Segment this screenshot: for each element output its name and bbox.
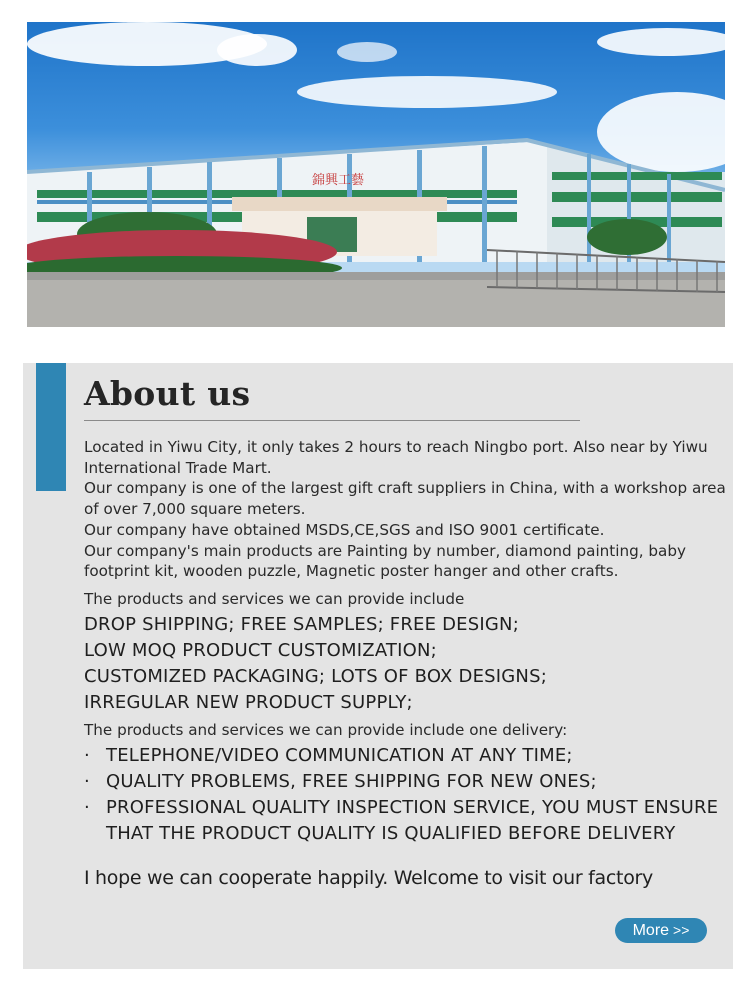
more-button[interactable] — [615, 918, 707, 943]
bullet-text: PROFESSIONAL QUALITY INSPECTION SERVICE, YOU MUST ENSURE THAT THE PRODUCT QUALITY IS QUALIFIED BEFORE DELIVERY — [106, 797, 719, 844]
delivery-intro: The products and services we can provide include one delivery: — [84, 721, 568, 739]
intro-paragraph: Our company's main products are Painting by number, diamond painting, baby footprint kit, wooden puzzle, Magnetic poster hanger and other crafts. — [84, 541, 686, 581]
services-intro: The products and services we can provide include — [84, 590, 465, 608]
accent-bar — [36, 363, 66, 491]
closing-message: I hope we can cooperate happily. Welcome to visit our factory — [84, 867, 653, 889]
factory-photo — [27, 22, 725, 327]
intro-paragraph: Our company have obtained MSDS,CE,SGS and ISO 9001 certificate. — [84, 520, 605, 539]
bullet-text: TELEPHONE/VIDEO COMMUNICATION AT ANY TIME; — [106, 745, 573, 766]
company-intro — [84, 437, 730, 582]
service-item: DROP SHIPPING; FREE SAMPLES; FREE DESIGN; — [84, 614, 519, 635]
factory-illustration — [27, 22, 725, 327]
bullet-dot: · — [84, 771, 90, 792]
more-label: More — [632, 922, 670, 939]
bullet-item — [84, 743, 724, 769]
bullet-item — [84, 769, 724, 795]
title-divider — [84, 420, 580, 421]
service-item: LOW MOQ PRODUCT CUSTOMIZATION; — [84, 640, 437, 661]
double-chevron-right-icon: >> — [673, 922, 690, 938]
intro-paragraph: Located in Yiwu City, it only takes 2 hours to reach Ningbo port. Also near by Yiwu International Trade Mart. — [84, 438, 708, 477]
intro-paragraph: Our company is one of the largest gift craft suppliers in China, with a workshop area of over 7,000 square meters. — [84, 479, 726, 519]
factory-sign: 錦興工藝 — [312, 173, 365, 188]
about-title: About us — [84, 374, 251, 413]
service-item: IRREGULAR NEW PRODUCT SUPPLY; — [84, 692, 413, 713]
bullet-dot: · — [84, 797, 90, 818]
bullet-text: QUALITY PROBLEMS, FREE SHIPPING FOR NEW ONES; — [106, 771, 597, 792]
service-item: CUSTOMIZED PACKAGING; LOTS OF BOX DESIGNS; — [84, 666, 547, 687]
services-list — [84, 612, 547, 716]
delivery-bullets — [84, 743, 724, 847]
bullet-item — [84, 795, 724, 847]
bullet-dot: · — [84, 745, 90, 766]
